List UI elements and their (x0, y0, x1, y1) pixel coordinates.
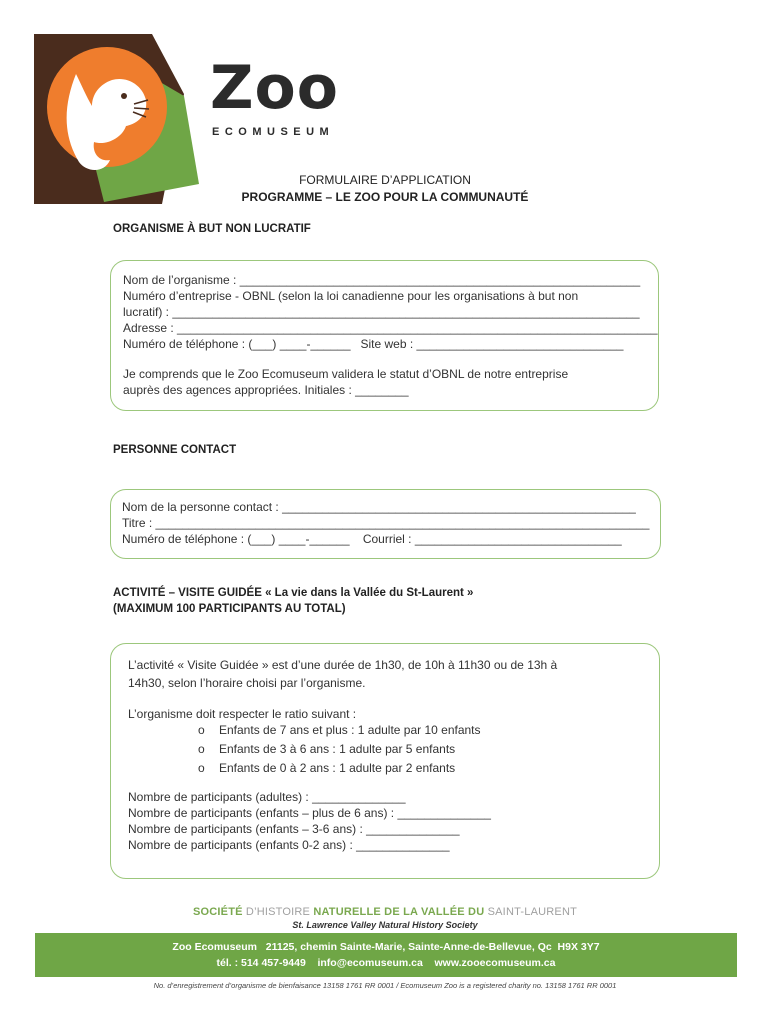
contact-bar (35, 933, 737, 977)
org-phone-web-field[interactable]: Numéro de téléphone : (___) ____-______ Site web : _______________________________ (123, 337, 624, 351)
logo-subtitle: ECOMUSEUM (212, 126, 335, 138)
ratio-item: Enfants de 0 à 2 ans : 1 adulte par 2 enfants (219, 761, 456, 775)
contact-title-field[interactable]: Titre : __________________________________________________________________________ (122, 516, 650, 530)
ratio-item: Enfants de 3 à 6 ans : 1 adulte par 5 enfants (219, 742, 456, 756)
org-box (110, 260, 659, 411)
ratio-item: Enfants de 7 ans et plus : 1 adulte par 10 enfants (219, 723, 481, 737)
society-name-english: St. Lawrence Valley Natural History Society (292, 920, 478, 930)
charity-registration: No. d’enregistrement d’organisme de bienfaisance 13158 1761 RR 0001 / Ecomuseum Zoo is a registered charity no. 13158 1761 RR 0001 (153, 981, 617, 990)
bullet-icon: o (198, 723, 205, 737)
society-name (0, 906, 770, 918)
org-address-field[interactable]: Adresse : ________________________________________________________________________ (123, 321, 658, 335)
activity-intro-2: 14h30, selon l’horaire choisi par l’organisme. (128, 676, 366, 690)
society-part: SOCIÉTÉ (192, 906, 246, 918)
society-part: D’HISTOIRE (245, 906, 314, 918)
org-initials-field[interactable]: auprès des agences appropriées. Initiales : ________ (123, 383, 409, 397)
count-children-3-6-field[interactable]: Nombre de participants (enfants – 3-6 ans) : ______________ (128, 822, 460, 836)
logo-wordmark: Zoo (210, 53, 339, 123)
contact-box (110, 489, 661, 559)
activity-box (110, 643, 660, 879)
org-name-field[interactable]: Nom de l’organisme : ____________________________________________________________ (123, 273, 641, 287)
activity-heading: ACTIVITÉ – VISITE GUIDÉE « La vie dans la Vallée du St-Laurent » (113, 587, 474, 599)
society-part: SAINT-LAURENT (487, 906, 578, 918)
count-children-0-2-field[interactable]: Nombre de participants (enfants 0-2 ans) : ______________ (128, 838, 450, 852)
org-declaration: Je comprends que le Zoo Ecomuseum validera le statut d’OBNL de notre entreprise (123, 367, 569, 381)
society-part: NATURELLE DE LA VALLÉE DU (313, 906, 488, 918)
count-adults-field[interactable]: Nombre de participants (adultes) : ______________ (128, 790, 406, 804)
ratio-label: L’organisme doit respecter le ratio suivant : (128, 707, 357, 721)
bullet-icon: o (198, 761, 205, 775)
contact-phone-email-field[interactable]: Numéro de téléphone : (___) ____-______ Courriel : _______________________________ (122, 532, 622, 546)
bullet-icon: o (198, 742, 205, 756)
form-title: FORMULAIRE D’APPLICATION (299, 173, 471, 187)
contact-name-field[interactable]: Nom de la personne contact : _____________________________________________________ (122, 500, 636, 514)
count-children-6plus-field[interactable]: Nombre de participants (enfants – plus de 6 ans) : ______________ (128, 806, 491, 820)
program-title: PROGRAMME – LE ZOO POUR LA COMMUNAUTÉ (241, 190, 529, 204)
org-heading: ORGANISME À BUT NON LUCRATIF (113, 223, 311, 235)
org-neq-label: Numéro d’entreprise - OBNL (selon la loi canadienne pour les organisations à but non (123, 289, 579, 303)
contact-line: tél. : 514 457-9449 info@ecomuseum.ca www.zooecomuseum.ca (216, 957, 556, 969)
activity-intro: L’activité « Visite Guidée » est d’une durée de 1h30, de 10h à 11h30 ou de 13h à (128, 658, 558, 672)
contact-heading: PERSONNE CONTACT (113, 444, 237, 456)
address-line: Zoo Ecomuseum 21125, chemin Sainte-Marie, Sainte-Anne-de-Bellevue, Qc H9X 3Y7 (172, 941, 600, 953)
org-neq-field[interactable]: lucratif) : ______________________________________________________________________ (123, 305, 640, 319)
activity-max: (MAXIMUM 100 PARTICIPANTS AU TOTAL) (113, 603, 346, 615)
